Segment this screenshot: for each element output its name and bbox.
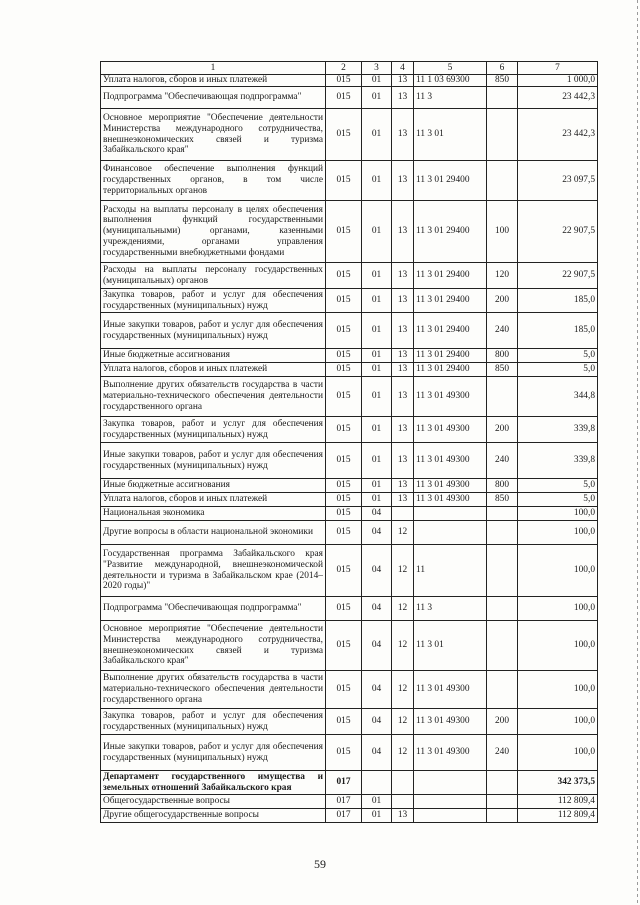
section-code: 04 (362, 621, 392, 671)
target-article-code: 11 3 (414, 597, 487, 621)
table-row (101, 809, 598, 823)
amount: 342 373,5 (518, 771, 598, 795)
ministry-code: 015 (326, 735, 362, 771)
expense-name: Иные бюджетные ассигнования (101, 349, 326, 363)
amount: 339,8 (518, 417, 598, 443)
section-code: 04 (362, 671, 392, 709)
table-row (101, 521, 598, 545)
scan-edge (637, 0, 638, 905)
amount: 100,0 (518, 521, 598, 545)
ministry-code: 015 (326, 521, 362, 545)
expense-type-code (487, 507, 518, 521)
expense-name: Другие общегосударственные вопросы (101, 809, 326, 823)
subsection-code: 13 (392, 75, 414, 87)
amount: 22 907,5 (518, 201, 598, 263)
expense-type-code (487, 671, 518, 709)
target-article-code: 11 3 01 29400 (414, 313, 487, 349)
subsection-code: 13 (392, 349, 414, 363)
subsection-code: 13 (392, 263, 414, 289)
amount: 100,0 (518, 621, 598, 671)
expense-type-code: 120 (487, 263, 518, 289)
subsection-code: 12 (392, 671, 414, 709)
target-article-code: 11 3 01 49300 (414, 671, 487, 709)
expense-name: Другие вопросы в области национальной экономики (101, 521, 326, 545)
expense-type-code (487, 377, 518, 417)
expense-name: Основное мероприятие "Обеспечение деятельности Министерства международного сотрудничества, внешнеэкономических связей и туризма Забайкальского края" (101, 621, 326, 671)
amount: 100,0 (518, 507, 598, 521)
ministry-code: 017 (326, 809, 362, 823)
expense-type-code: 800 (487, 349, 518, 363)
ministry-code: 015 (326, 621, 362, 671)
target-article-code: 11 3 01 49300 (414, 443, 487, 479)
ministry-code: 015 (326, 443, 362, 479)
section-code: 04 (362, 507, 392, 521)
subsection-code: 12 (392, 597, 414, 621)
budget-table (100, 61, 598, 823)
ministry-code: 015 (326, 671, 362, 709)
subsection-code: 13 (392, 289, 414, 313)
page-number: 59 (314, 857, 326, 871)
expense-name: Иные закупки товаров, работ и услуг для обеспечения государственных (муниципальных) нужд (101, 735, 326, 771)
expense-name: Выполнение других обязательств государства в части материально-технического обеспечения деятельности государственного органа (101, 377, 326, 417)
table-row (101, 289, 598, 313)
amount: 112 809,4 (518, 809, 598, 823)
subsection-code: 13 (392, 443, 414, 479)
ministry-code: 015 (326, 479, 362, 493)
expense-type-code: 240 (487, 443, 518, 479)
subsection-code: 13 (392, 161, 414, 201)
table-row (101, 621, 598, 671)
expense-type-code (487, 809, 518, 823)
table-row (101, 709, 598, 735)
section-code: 01 (362, 809, 392, 823)
amount: 185,0 (518, 289, 598, 313)
subsection-code: 13 (392, 363, 414, 377)
expense-name: Уплата налогов, сборов и иных платежей (101, 363, 326, 377)
table-row (101, 479, 598, 493)
expense-type-code (487, 161, 518, 201)
column-number: 1 (101, 62, 326, 75)
ministry-code: 015 (326, 109, 362, 161)
expense-name: Расходы на выплаты персоналу государственных (муниципальных) органов (101, 263, 326, 289)
ministry-code: 017 (326, 771, 362, 795)
expense-name: Подпрограмма "Обеспечивающая подпрограмма" (101, 597, 326, 621)
subsection-code: 13 (392, 201, 414, 263)
table-row (101, 87, 598, 109)
target-article-code: 11 3 01 29400 (414, 349, 487, 363)
section-code: 01 (362, 263, 392, 289)
section-code: 04 (362, 545, 392, 597)
amount: 344,8 (518, 377, 598, 417)
section-code: 01 (362, 87, 392, 109)
amount: 1 000,0 (518, 75, 598, 87)
expense-name: Общегосударственные вопросы (101, 795, 326, 809)
table-row (101, 75, 598, 87)
subsection-code: 12 (392, 521, 414, 545)
section-code: 04 (362, 597, 392, 621)
ministry-code: 015 (326, 493, 362, 507)
amount: 22 907,5 (518, 263, 598, 289)
subsection-code: 13 (392, 313, 414, 349)
target-article-code: 11 (414, 545, 487, 597)
expense-type-code: 200 (487, 289, 518, 313)
amount: 100,0 (518, 597, 598, 621)
column-number: 5 (414, 62, 487, 75)
target-article-code: 11 3 (414, 87, 487, 109)
ministry-code: 015 (326, 161, 362, 201)
ministry-code: 015 (326, 507, 362, 521)
expense-type-code (487, 771, 518, 795)
ministry-code: 015 (326, 545, 362, 597)
table-row (101, 109, 598, 161)
table-row (101, 597, 598, 621)
subsection-code (392, 795, 414, 809)
column-number: 4 (392, 62, 414, 75)
section-code: 01 (362, 493, 392, 507)
expense-type-code (487, 521, 518, 545)
expense-name: Департамент государственного имущества и земельных отношений Забайкальского края (101, 771, 326, 795)
section-code: 04 (362, 709, 392, 735)
ministry-code: 015 (326, 349, 362, 363)
target-article-code: 11 3 01 29400 (414, 263, 487, 289)
target-article-code (414, 771, 487, 795)
amount: 23 442,3 (518, 109, 598, 161)
target-article-code: 11 3 01 29400 (414, 363, 487, 377)
table-row (101, 545, 598, 597)
amount: 5,0 (518, 493, 598, 507)
section-code: 01 (362, 377, 392, 417)
table-row (101, 161, 598, 201)
column-number: 2 (326, 62, 362, 75)
subsection-code (392, 507, 414, 521)
target-article-code: 11 3 01 49300 (414, 377, 487, 417)
column-number: 6 (487, 62, 518, 75)
subsection-code: 13 (392, 493, 414, 507)
section-code: 01 (362, 443, 392, 479)
section-code: 01 (362, 363, 392, 377)
target-article-code: 11 3 01 29400 (414, 161, 487, 201)
target-article-code: 11 3 01 49300 (414, 417, 487, 443)
table-row (101, 795, 598, 809)
expense-name: Иные бюджетные ассигнования (101, 479, 326, 493)
subsection-code (392, 771, 414, 795)
column-number-row (101, 62, 598, 75)
expense-type-code (487, 545, 518, 597)
subsection-code: 12 (392, 545, 414, 597)
section-code: 01 (362, 417, 392, 443)
budget-table-body (101, 62, 598, 823)
target-article-code (414, 521, 487, 545)
section-code: 01 (362, 161, 392, 201)
amount: 185,0 (518, 313, 598, 349)
table-row (101, 363, 598, 377)
amount: 100,0 (518, 545, 598, 597)
target-article-code: 11 3 01 49300 (414, 479, 487, 493)
ministry-code: 015 (326, 313, 362, 349)
expense-name: Государственная программа Забайкальского края "Развитие международной, внешнеэкономической деятельности и туризма в Забайкальском крае (2014–2020 годы)" (101, 545, 326, 597)
subsection-code: 12 (392, 621, 414, 671)
expense-name: Закупка товаров, работ и услуг для обеспечения государственных (муниципальных) нужд (101, 709, 326, 735)
target-article-code: 11 1 03 69300 (414, 75, 487, 87)
target-article-code (414, 809, 487, 823)
ministry-code: 017 (326, 795, 362, 809)
expense-type-code: 200 (487, 417, 518, 443)
section-code: 01 (362, 201, 392, 263)
column-number: 3 (362, 62, 392, 75)
section-code: 01 (362, 109, 392, 161)
expense-name: Финансовое обеспечение выполнения функций государственных органов, в том числе территориальных органов (101, 161, 326, 201)
ministry-code: 015 (326, 289, 362, 313)
expense-name: Подпрограмма "Обеспечивающая подпрограмма" (101, 87, 326, 109)
expense-type-code: 850 (487, 75, 518, 87)
section-code: 01 (362, 795, 392, 809)
subsection-code: 13 (392, 87, 414, 109)
target-article-code: 11 3 01 (414, 621, 487, 671)
table-row (101, 507, 598, 521)
table-row (101, 377, 598, 417)
target-article-code: 11 3 01 29400 (414, 201, 487, 263)
subsection-code: 12 (392, 735, 414, 771)
amount: 5,0 (518, 349, 598, 363)
target-article-code (414, 507, 487, 521)
expense-type-code: 850 (487, 363, 518, 377)
target-article-code: 11 3 01 49300 (414, 709, 487, 735)
section-code: 01 (362, 349, 392, 363)
expense-type-code (487, 621, 518, 671)
subsection-code: 13 (392, 377, 414, 417)
target-article-code: 11 3 01 (414, 109, 487, 161)
expense-name: Уплата налогов, сборов и иных платежей (101, 493, 326, 507)
expense-type-code (487, 109, 518, 161)
expense-name: Основное мероприятие "Обеспечение деятельности Министерства международного сотрудничества, внешнеэкономических связей и туризма Забайкальского края" (101, 109, 326, 161)
amount: 339,8 (518, 443, 598, 479)
section-code: 04 (362, 521, 392, 545)
expense-name: Закупка товаров, работ и услуг для обеспечения государственных (муниципальных) нужд (101, 417, 326, 443)
target-article-code: 11 3 01 49300 (414, 735, 487, 771)
subsection-code: 12 (392, 709, 414, 735)
ministry-code: 015 (326, 87, 362, 109)
table-row (101, 493, 598, 507)
table-row (101, 263, 598, 289)
section-code (362, 771, 392, 795)
expense-name: Расходы на выплаты персоналу в целях обеспечения выполнения функций государственными (муниципальными) органами, казенными учреждениями, органами управления государственными внебюджетными фондами (101, 201, 326, 263)
expense-type-code: 240 (487, 313, 518, 349)
amount: 23 442,3 (518, 87, 598, 109)
table-row (101, 417, 598, 443)
expense-type-code: 800 (487, 479, 518, 493)
ministry-code: 015 (326, 709, 362, 735)
ministry-code: 015 (326, 417, 362, 443)
subsection-code: 13 (392, 417, 414, 443)
expense-name: Национальная экономика (101, 507, 326, 521)
expense-type-code: 850 (487, 493, 518, 507)
subsection-code: 13 (392, 809, 414, 823)
ministry-code: 015 (326, 363, 362, 377)
subsection-code: 13 (392, 109, 414, 161)
ministry-code: 015 (326, 597, 362, 621)
expense-name: Иные закупки товаров, работ и услуг для обеспечения государственных (муниципальных) нужд (101, 443, 326, 479)
expense-type-code (487, 795, 518, 809)
expense-type-code: 240 (487, 735, 518, 771)
ministry-code: 015 (326, 75, 362, 87)
table-row (101, 443, 598, 479)
expense-name: Уплата налогов, сборов и иных платежей (101, 75, 326, 87)
amount: 23 097,5 (518, 161, 598, 201)
target-article-code: 11 3 01 49300 (414, 493, 487, 507)
section-code: 04 (362, 735, 392, 771)
ministry-code: 015 (326, 377, 362, 417)
amount: 100,0 (518, 709, 598, 735)
amount: 100,0 (518, 671, 598, 709)
table-row (101, 313, 598, 349)
expense-name: Иные закупки товаров, работ и услуг для обеспечения государственных (муниципальных) нужд (101, 313, 326, 349)
amount: 5,0 (518, 363, 598, 377)
expense-name: Закупка товаров, работ и услуг для обеспечения государственных (муниципальных) нужд (101, 289, 326, 313)
ministry-code: 015 (326, 263, 362, 289)
table-row (101, 671, 598, 709)
amount: 100,0 (518, 735, 598, 771)
target-article-code (414, 795, 487, 809)
ministry-code: 015 (326, 201, 362, 263)
section-code: 01 (362, 479, 392, 493)
amount: 5,0 (518, 479, 598, 493)
expense-type-code (487, 597, 518, 621)
expense-name: Выполнение других обязательств государства в части материально-технического обеспечения деятельности государственного органа (101, 671, 326, 709)
section-code: 01 (362, 289, 392, 313)
table-row (101, 771, 598, 795)
subsection-code: 13 (392, 479, 414, 493)
table-row (101, 201, 598, 263)
column-number: 7 (518, 62, 598, 75)
section-code: 01 (362, 313, 392, 349)
section-code: 01 (362, 75, 392, 87)
table-row (101, 349, 598, 363)
expense-type-code: 200 (487, 709, 518, 735)
expense-type-code: 100 (487, 201, 518, 263)
amount: 112 809,4 (518, 795, 598, 809)
target-article-code: 11 3 01 29400 (414, 289, 487, 313)
table-row (101, 735, 598, 771)
expense-type-code (487, 87, 518, 109)
